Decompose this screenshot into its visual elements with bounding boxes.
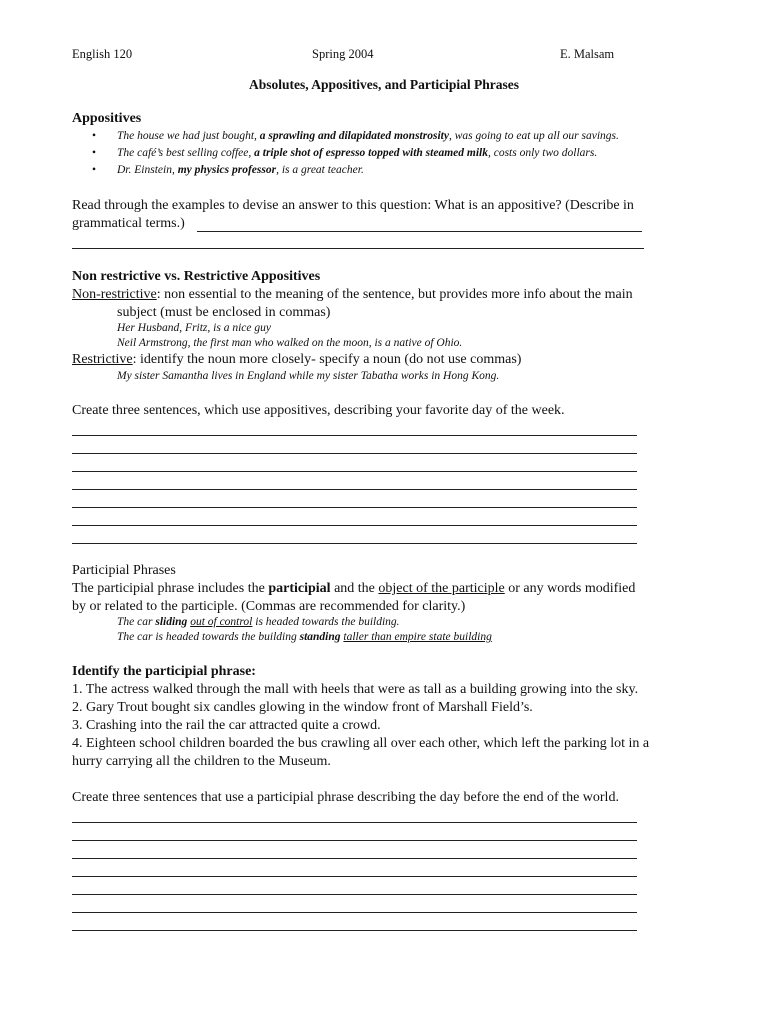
answer-line[interactable]: [197, 231, 642, 232]
answer-line[interactable]: [72, 840, 637, 841]
answer-line[interactable]: [72, 858, 637, 859]
answer-line[interactable]: [72, 507, 637, 508]
appositive-example-2: The café’s best selling coffee, a triple shot of espresso topped with steamed milk, costs only two dollars.: [117, 147, 598, 159]
answer-line[interactable]: [72, 930, 637, 931]
restrictive-example: My sister Samantha lives in England while my sister Tabatha works in Hong Kong.: [117, 370, 500, 382]
appositive-example-1: The house we had just bought, a sprawling and dilapidated monstrosity, was going to eat up all our savings.: [117, 130, 619, 142]
identify-item-2: 2. Gary Trout bought six candles glowing in the window front of Marshall Field’s.: [72, 700, 533, 715]
course-label: English 120: [72, 47, 133, 61]
appositives-heading: Appositives: [72, 111, 142, 126]
identify-item-4-cont: hurry carrying all the children to the Museum.: [72, 754, 331, 769]
term-label: Spring 2004: [312, 47, 374, 61]
answer-line[interactable]: [72, 894, 637, 895]
appositive-example-3: Dr. Einstein, my physics professor, is a great teacher.: [117, 164, 364, 176]
answer-line[interactable]: [72, 543, 637, 544]
identify-item-4: 4. Eighteen school children boarded the bus crawling all over each other, which left the parking lot in a: [72, 736, 650, 751]
identify-item-1: 1. The actress walked through the mall with heels that were as tall as a building growing into the sky.: [72, 682, 639, 697]
answer-line[interactable]: [72, 876, 637, 877]
answer-line[interactable]: [72, 471, 637, 472]
author-label: E. Malsam: [560, 47, 615, 61]
restrictive-definition: Restrictive: identify the noun more closely- specify a noun (do not use commas): [72, 352, 522, 367]
participial-prompt: Create three sentences that use a participial phrase describing the day before the end of the world.: [72, 790, 619, 805]
answer-line[interactable]: [72, 912, 637, 913]
bullet-icon: •: [92, 130, 97, 142]
identify-heading: Identify the participial phrase:: [72, 664, 256, 679]
answer-line[interactable]: [72, 525, 637, 526]
answer-line[interactable]: [72, 453, 637, 454]
nonrestrictive-definition-cont: subject (must be enclosed in commas): [117, 305, 331, 320]
participial-example-2: The car is headed towards the building standing taller than empire state building: [117, 631, 492, 643]
appositive-prompt: Create three sentences, which use appositives, describing your favorite day of the week.: [72, 403, 565, 418]
nonrestrictive-example-1: Her Husband, Fritz, is a nice guy: [117, 322, 271, 334]
page-title: Absolutes, Appositives, and Participial Phrases: [248, 77, 520, 92]
answer-line[interactable]: [72, 822, 637, 823]
participial-heading: Participial Phrases: [72, 563, 176, 578]
participial-definition-line-1: The participial phrase includes the participial and the object of the participle or any words modified: [72, 581, 636, 596]
nonrestrictive-example-2: Neil Armstrong, the first man who walked on the moon, is a native of Ohio.: [117, 337, 463, 349]
identify-item-3: 3. Crashing into the rail the car attracted quite a crowd.: [72, 718, 381, 733]
nonrestrictive-heading: Non restrictive vs. Restrictive Appositives: [72, 269, 321, 284]
participial-example-1: The car sliding out of control is headed towards the building.: [117, 616, 400, 628]
bullet-icon: •: [92, 164, 97, 176]
answer-line[interactable]: [72, 248, 644, 249]
appositive-question-line-1: Read through the examples to devise an answer to this question: What is an appositive? (Describe in: [72, 198, 634, 213]
appositive-question-line-2: grammatical terms.): [72, 216, 185, 231]
answer-line[interactable]: [72, 435, 637, 436]
participial-definition-line-2: by or related to the participle. (Commas are recommended for clarity.): [72, 599, 466, 614]
answer-line[interactable]: [72, 489, 637, 490]
nonrestrictive-definition: Non-restrictive: non essential to the meaning of the sentence, but provides more info about the main: [72, 287, 633, 302]
bullet-icon: •: [92, 147, 97, 159]
